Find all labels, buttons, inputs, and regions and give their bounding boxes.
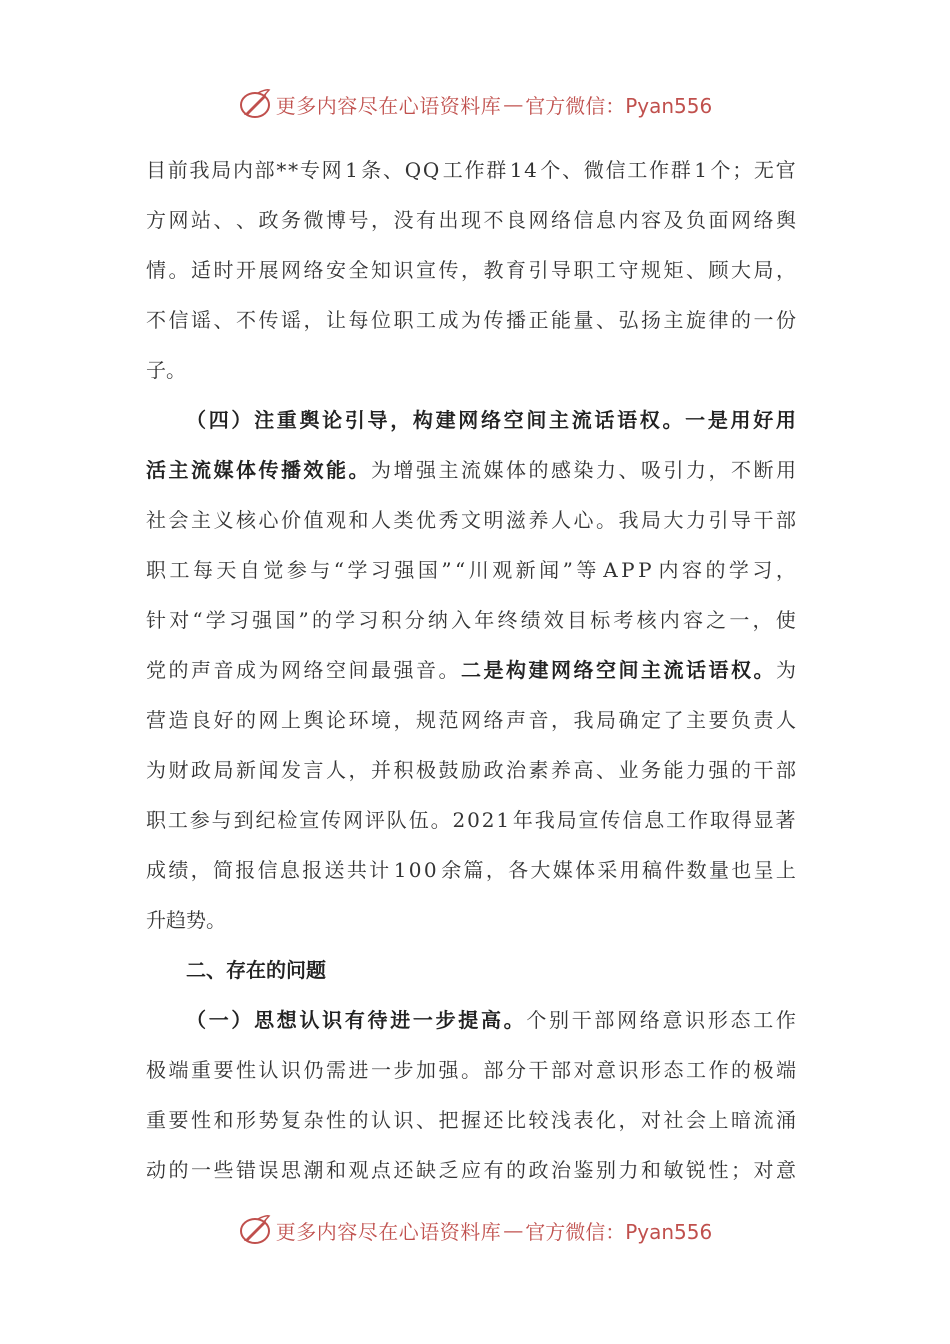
document-body — [146, 145, 796, 1195]
text-line: （ 四 ） 注 重 舆 论 引 导 ， 构 建 网 络 空 间 主 流 话 语 权 。 一 是 用 好 用 — [186, 408, 796, 432]
footer-banner — [0, 1210, 950, 1250]
text-line: 极 端 重 要 性 认 识 仍 需 进 一 步 加 强 。 部 分 干 部 对 意 识 形 态 工 作 的 极 端 — [146, 1058, 796, 1082]
quill-logo-icon — [238, 1213, 272, 1247]
text-line: 二 、 存 在 的 问 题 — [186, 958, 326, 982]
text-line: 针 对 “ 学 习 强 国 ” 的 学 习 积 分 纳 入 年 终 绩 效 目 标 考 核 内 容 之 一 ， 使 — [146, 608, 796, 632]
text-line: （ 一 ） 思 想 认 识 有 待 进 一 步 提 高 。 个 别 干 部 网 络 意 识 形 态 工 作 — [186, 1008, 796, 1032]
text-line: 成 绩 ， 简 报 信 息 报 送 共 计 1 0 0 余 篇 ， 各 大 媒 体 采 用 稿 件 数 量 也 呈 上 — [146, 858, 796, 882]
banner-separator: — — [503, 92, 524, 116]
banner-wechat: 官方微信：Pyan556 — [525, 93, 713, 118]
text-line: 为 财 政 局 新 闻 发 言 人 ， 并 积 极 鼓 励 政 治 素 养 高 、 业 务 能 力 强 的 干 部 — [146, 758, 796, 782]
banner-text: 更多内容尽在心语资料库 — [275, 1219, 502, 1244]
header-banner — [0, 84, 950, 124]
text-line: 活 主 流 媒 体 传 播 效 能 。 为 增 强 主 流 媒 体 的 感 染 力 、 吸 引 力 ， 不 断 用 — [146, 458, 796, 482]
quill-logo-icon — [238, 87, 272, 121]
banner-text: 更多内容尽在心语资料库 — [275, 93, 502, 118]
text-line: 子 。 — [146, 358, 186, 382]
text-line: 党 的 声 音 成 为 网 络 空 间 最 强 音 。 二 是 构 建 网 络 空 间 主 流 话 语 权 。 为 — [146, 658, 796, 682]
text-line: 社 会 主 义 核 心 价 值 观 和 人 类 优 秀 文 明 滋 养 人 心 。 我 局 大 力 引 导 干 部 — [146, 508, 796, 532]
text-line: 升 趋 势 。 — [146, 908, 226, 932]
text-line: 动 的 一 些 错 误 思 潮 和 观 点 还 缺 乏 应 有 的 政 治 鉴 别 力 和 敏 锐 性 ； 对 意 — [146, 1158, 796, 1182]
text-line: 不 信 谣 、 不 传 谣 ， 让 每 位 职 工 成 为 传 播 正 能 量 、 弘 扬 主 旋 律 的 一 份 — [146, 308, 796, 332]
text-line: 目 前 我 局 内 部 * * 专 网 1 条 、 Q Q 工 作 群 1 4 个 、 微 信 工 作 群 1 个 ； 无 官 — [146, 158, 796, 182]
text-line: 营 造 良 好 的 网 上 舆 论 环 境 ， 规 范 网 络 声 音 ， 我 局 确 定 了 主 要 负 责 人 — [146, 708, 796, 732]
text-line: 方 网 站 、 、 政 务 微 博 号 ， 没 有 出 现 不 良 网 络 信 息 内 容 及 负 面 网 络 舆 — [146, 208, 796, 232]
text-line: 情 。 适 时 开 展 网 络 安 全 知 识 宣 传 ， 教 育 引 导 职 工 守 规 矩 、 顾 大 局 ， — [146, 258, 796, 282]
text-line: 重 要 性 和 形 势 复 杂 性 的 认 识 、 把 握 还 比 较 浅 表 化 ， 对 社 会 上 暗 流 涌 — [146, 1108, 796, 1132]
banner-wechat: 官方微信：Pyan556 — [525, 1219, 713, 1244]
text-line: 职 工 参 与 到 纪 检 宣 传 网 评 队 伍 。 2 0 2 1 年 我 局 宣 传 信 息 工 作 取 得 显 著 — [146, 808, 796, 832]
text-line: 职 工 每 天 自 觉 参 与 “ 学 习 强 国 ” “ 川 观 新 闻 ” 等 A P P 内 容 的 学 习 ， — [146, 558, 796, 582]
banner-separator: — — [503, 1218, 524, 1242]
